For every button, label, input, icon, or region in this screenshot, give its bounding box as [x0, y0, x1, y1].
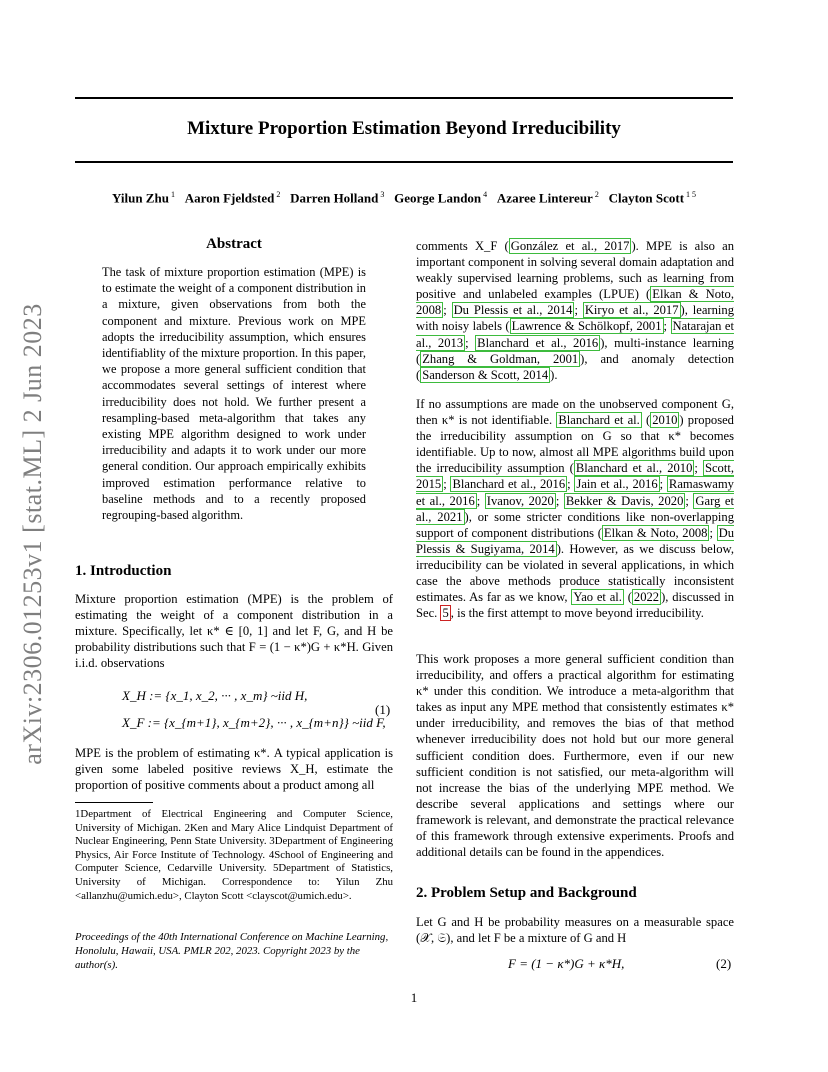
text-run: comments X_F ( [416, 239, 509, 253]
right-paragraph-2: If no assumptions are made on the unobserved component G, then κ* is not identifiable. Blanchard et al. ( 2010 ) proposed the irreducibility assumption on G so that κ* becomes identifiable. Up to now, almost all MPE algorithms build upon the irreducibility assumption ( Blanchard et al., 2010 ; Scott, 2015 ; Blanchard et al., 2016 ; Jain et al., 2016 ; Ramaswamy et al., 2016 ; Ivanov, 2020 ; Bekker & Davis, 2020 ; Garg et al., 2021 ), or some stricter conditions like non-overlapping support of component distributions ( Elkan & Noto, 2008 ; Du Plessis & Sugiyama, 2014 ). However, as we discuss below, irreducibility can be violated in several applications, in which case the above methods produce statistically inconsistent estimates. As far as we know, Yao et al. ( 2022 ), discussed in Sec. 5 , is the first attempt to move beyond irreducibility. [416, 397, 735, 621]
text-run: proposed the irreducibility assumption on G so that κ* becomes identifiable. Up to now, almost all MPE algorithms build upon the irreducibility assumption ( [416, 413, 734, 476]
author-affiliation: 3 [378, 190, 385, 199]
citation-link[interactable]: 2022 [633, 590, 660, 605]
text-run: , is the first attempt to move beyond irreducibility. [450, 606, 704, 621]
equation-1-line-2: X_F := {x_{m+1}, x_{m+2}, ··· , x_{m+n}} ~iid F, [122, 715, 386, 730]
citation-link[interactable]: González et al., 2017 [510, 239, 630, 253]
arxiv-stamp: arXiv:2306.01253v1 [stat.ML] 2 Jun 2023 [18, 303, 47, 765]
citation-link[interactable]: Du Plessis & Sugiyama, 2014 [416, 525, 735, 556]
text-run: ). MPE is also an important component in solving several domain adaptation and weakly supervised learning problems, such as learning from positive and unlabeled examples (LPUE) ( [416, 239, 734, 302]
text-run: ). However, as we discuss below, irreducibility can be violated in several applications, in which case the above methods produce statistically inconsistent estimates. As far as we know, [416, 541, 734, 605]
intro-paragraph-2: MPE is the problem of estimating κ*. A typical application is given some labeled positive reviews X_H, estimate the proportion of positive comments about a product among all [75, 746, 393, 793]
text-run: ), and anomaly detection ( [416, 351, 735, 382]
citation-link[interactable]: Elkan & Noto, 2008 [416, 287, 734, 318]
right-paragraph-3: This work proposes a more general sufficient condition than irreducibility, and offers a practical algorithm for estimating κ* under this condition. We introduce a meta-algorithm that takes as input any MPE method that consistently estimates κ* under irreducibility, and removes the bias of that method whenever irreducibility does not hold but our more general sufficient condition does. Furthermore, even if our new sufficient condition is not satisfied, our meta-algorithm will not increase the bias of the underlying MPE method. We describe several applications and settings where our framework is relevant, and demonstrate the practical relevance of this framework through extensive experiments. Proofs and additional details can be found in the appendices. [416, 652, 734, 860]
abstract-heading: Abstract [206, 236, 262, 252]
text-run: , discussed in Sec. [416, 590, 735, 621]
author-name: Azaree Lintereur [496, 190, 593, 206]
citation-link[interactable]: Jain et al., 2016 [576, 477, 658, 492]
title-rule [75, 161, 733, 163]
author-affiliation: 4 [481, 190, 488, 199]
proceedings-note: Proceedings of the 40th International Conference on Machine Learning, Honolulu, Hawaii, USA. PMLR 202, 2023. Copyright 2023 by the author(s). [75, 931, 389, 971]
page-number: 1 [410, 990, 418, 1005]
citation-link[interactable]: Blanchard et al. [558, 413, 640, 428]
author-affiliation: 1 [168, 190, 175, 199]
equation-2: F = (1 − κ*)G + κ*H, [508, 956, 625, 971]
citation-link[interactable]: Blanchard et al., 2010 [575, 461, 693, 476]
equation-1-line-1: X_H := {x_1, x_2, ··· , x_m} ~iid H, [122, 688, 308, 703]
section-ref-link[interactable]: 5 [442, 606, 449, 621]
right-paragraph-1: comments X_F ( González et al., 2017 ). MPE is also an important component in solving several domain adaptation and weakly supervised learning problems, such as learning from positive and unlabeled examples (LPUE) ( Elkan & Noto, 2008 ; Du Plessis et al., 2014 ; Kiryo et al., 2017 ), learning with noisy labels ( Lawrence & Schölkopf, 2001 ; Natarajan et al., 2013 ; Blanchard et al., 2016 ), multi-instance learning ( Zhang & Goldman, 2001 ), and anomaly detection ( Sanderson & Scott, 2014 ). [416, 239, 735, 382]
citation-link[interactable]: Natarajan et al., 2013 [416, 319, 734, 350]
citation-link[interactable]: Blanchard et al., 2016 [477, 335, 599, 350]
author-name: Aaron Fjeldsted [184, 190, 275, 206]
citation-link[interactable]: Lawrence & Schölkopf, 2001 [511, 319, 662, 334]
citation-link[interactable]: Scott, 2015 [416, 461, 734, 492]
citation-link[interactable]: 2010 [652, 413, 678, 428]
affiliations-footnote: 1Department of Electrical Engineering and Computer Science, University of Michigan. 2Ken and Mary Alice Lindquist Department of Nuclear Engineering, Penn State University. 3Department of Engineering Physics, Air Force Institute of Technology. 4School of Engineering and Computer Science, Cedarville University. 5Department of Statistics, University of Michigan. Correspondence to: Yilun Zhu <allanzhu@umich.edu>, Clayton Scott <clayscot@umich.edu>. [75, 808, 393, 902]
citation-link[interactable]: Kiryo et al., 2017 [584, 303, 679, 318]
abstract-text: The task of mixture proportion estimation (MPE) is to estimate the weight of a component distribution in a mixture, given observations from both the component and mixture. Previous work on MPE adopts the irreducibility assumption, which ensures identifiablity of the mixture proportion. In this paper, we propose a more general sufficient condition that accommodates several settings of interest where irreducibility does not hold. We further present a resampling-based meta-algorithm that takes any existing MPE algorithm designed to work under irreducibility and adapts it to work under our more general condition. Our approach empirically exhibits improved estimation performance relative to baseline methods and to a recently proposed regrouping-based algorithm. [102, 265, 366, 523]
intro-paragraph-1: Mixture proportion estimation (MPE) is the problem of estimating the weight of a component distribution in a mixture. Specifically, let κ* ∈ [0, 1] and let F, G, and H be probability distributions such that F = (1 − κ*)G + κ*H. Given i.i.d. observations [75, 592, 393, 671]
author-affiliation: 1 5 [684, 190, 697, 199]
text-run: ), learning with noisy labels ( [416, 303, 734, 334]
author-name: Darren Holland [290, 190, 379, 206]
text-run: ), or some stricter conditions like non-overlapping support of component distributions ( [416, 509, 734, 540]
author-name: Yilun Zhu [111, 190, 169, 206]
author-name: George Landon [394, 190, 482, 206]
citation-link[interactable]: Sanderson & Scott, 2014 [422, 367, 549, 382]
citation-link[interactable]: Bekker & Davis, 2020 [565, 493, 684, 508]
equation-1-number: (1) [375, 702, 391, 717]
text-run: ). [550, 367, 558, 382]
text-run: If no assumptions are made on the unobserved component G, then κ* is not identifiable. [416, 397, 734, 428]
top-rule [75, 97, 733, 99]
footnote-rule [75, 802, 153, 803]
text-run: ), multi-instance learning ( [416, 335, 734, 366]
citation-link[interactable]: Garg et al., 2021 [416, 493, 734, 524]
section-2-heading: 2. Problem Setup and Background [416, 885, 637, 901]
citation-link[interactable]: Elkan & Noto, 2008 [603, 525, 708, 540]
citation-link[interactable]: Zhang & Goldman, 2001 [422, 351, 579, 366]
citation-link[interactable]: Du Plessis et al., 2014 [453, 303, 573, 318]
citation-link[interactable]: Blanchard et al., 2016 [452, 477, 566, 492]
author-list [75, 190, 733, 206]
paper-title: Mixture Proportion Estimation Beyond Irreducibility [187, 118, 621, 139]
citation-link[interactable]: Ivanov, 2020 [486, 493, 554, 508]
citation-link[interactable]: Yao et al. [573, 590, 622, 605]
section-2-paragraph: Let G and H be probability measures on a measurable space (𝒳, 𝔖), and let F be a mixture of G and H [416, 915, 734, 946]
author-affiliation: 2 [274, 190, 281, 199]
author-affiliation: 2 [592, 190, 599, 199]
equation-2-number: (2) [716, 956, 732, 971]
citation-link[interactable]: Ramaswamy et al., 2016 [416, 477, 734, 508]
section-1-heading: 1. Introduction [75, 563, 172, 579]
author-name: Clayton Scott [608, 190, 685, 206]
